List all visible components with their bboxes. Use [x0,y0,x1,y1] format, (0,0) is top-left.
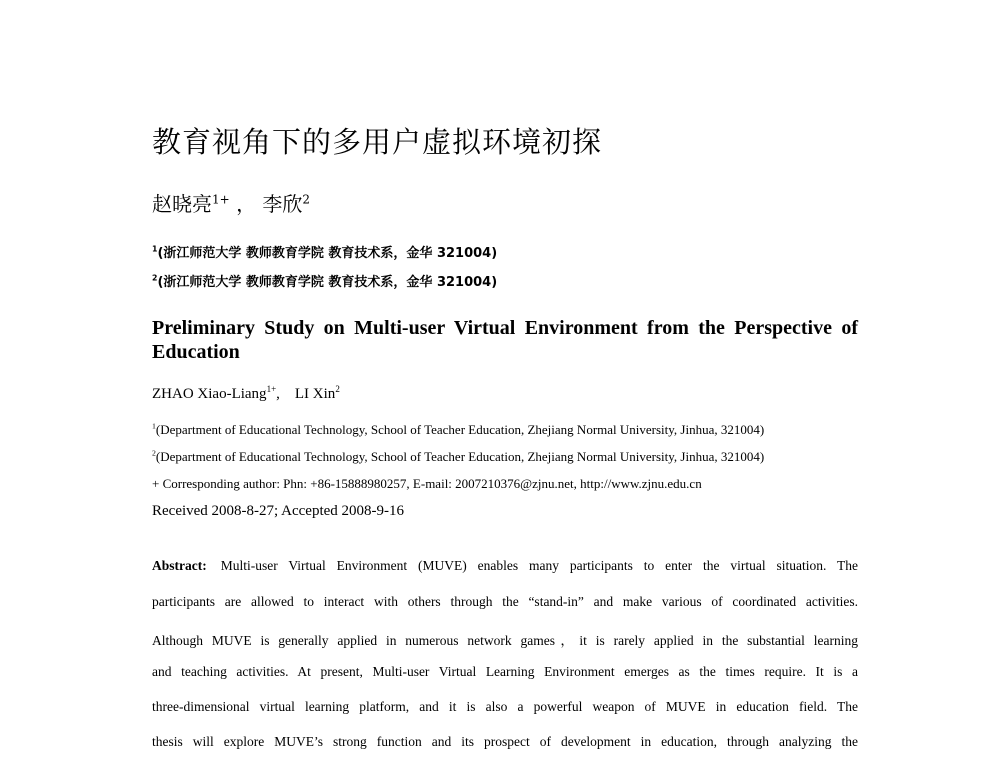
author-name: ZHAO Xiao-Liang [152,386,267,402]
abstract-line: Although MUVE is generally applied in numerous network games，it is rarely applied in the substantial learning [152,633,858,648]
affiliation-sup: 2 [152,273,158,283]
abstract-line [152,558,858,574]
abstract-line: and teaching activities. At present, Multi-user Virtual Learning Environment emerges as the times require. It is a [152,664,858,679]
author-separator: ， [236,192,257,216]
chinese-title: 教育视角下的多用户虚拟环境初探 [152,125,603,159]
chinese-affiliation [152,271,497,290]
english-authors: ZHAO Xiao-Liang$^{1+}$, LI Xin$^2$ [152,384,340,402]
abstract-line: three-dimensional virtual learning platform, and it is also a powerful weapon of MUVE in education field. The [152,699,858,714]
chinese-authors [152,188,310,217]
affiliation-text: (浙江师范大学 教师教育学院 教育技术系，金华 321004) [157,275,498,290]
chinese-affiliation [152,242,497,261]
corresponding-author: + Corresponding author: Phn: +86-15888980257, E-mail: 2007210376@zjnu.net, http://www.zjnu.edu.cn [152,476,702,491]
affiliation-sup: 1 [152,244,158,254]
abstract-label: Abstract: [152,558,207,573]
affiliation-sup: 2 [152,448,156,458]
english-affiliation [152,422,764,438]
author-superscript: 1+ [266,384,277,394]
affiliation-text: (Department of Educational Technology, School of Teacher Education, Zhejiang Normal University, Jinhua, 321004) [155,449,765,464]
affiliation-text: (Department of Educational Technology, School of Teacher Education, Zhejiang Normal University, Jinhua, 321004) [155,422,765,437]
abstract-line: participants are allowed to interact with others through the “stand-in” and make various of coordinated activities. [152,594,858,609]
affiliation-sup: 1 [152,421,156,431]
abstract-text: Multi-user Virtual Environment (MUVE) enables many participants to enter the virtual situation. The [220,558,858,573]
author-superscript: 2 [302,192,311,207]
english-title: Preliminary Study on Multi-user Virtual Environment from the Perspective of Education [152,317,858,363]
author-name: 李欣 [262,192,303,216]
author-name: LI Xin [294,386,336,402]
author-superscript: 2 [335,384,340,394]
received-date: Received 2008-8-27; Accepted 2008-9-16 [152,503,405,519]
affiliation-text: (浙江师范大学 教师教育学院 教育技术系，金华 321004) [157,246,498,261]
author-superscript: 1+ [212,192,230,207]
abstract-line: thesis will explore MUVE’s strong function and its prospect of development in education, through analyzing the [152,734,858,749]
english-affiliation [152,449,764,465]
author-name: 赵晓亮 [152,192,212,216]
